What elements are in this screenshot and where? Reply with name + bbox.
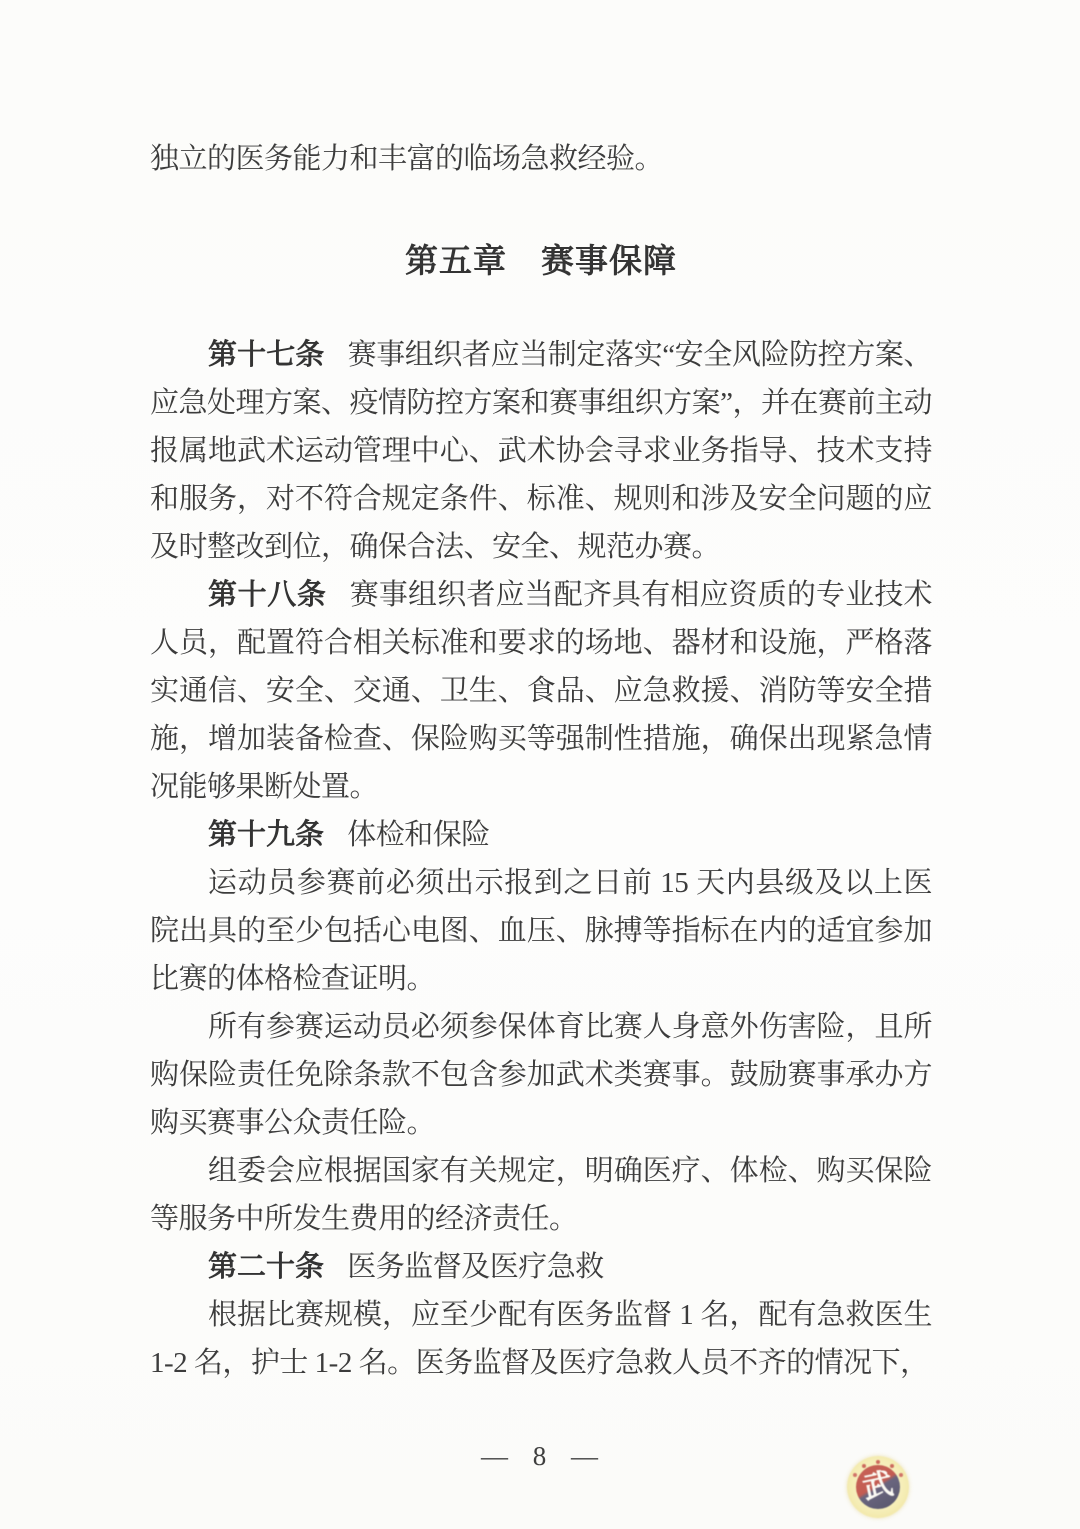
article-text: 医务监督及医疗急救: [347, 1251, 604, 1283]
article-paragraph: [150, 1147, 932, 1243]
seal-character: 武: [859, 1467, 896, 1506]
article-paragraph: [150, 331, 932, 571]
seal-inner-disc: [856, 1465, 900, 1509]
article-paragraph: [150, 859, 932, 1003]
article-paragraph: [150, 811, 932, 859]
article-paragraph: [150, 1243, 932, 1291]
seal-ring-dots: [876, 1460, 880, 1464]
article-label: 第十九条: [208, 819, 325, 851]
page-number-footer: — 8 —: [481, 1441, 599, 1471]
article-text: 运动员参赛前必须出示报到之日前 15 天内县级及以上医院出具的至少包括心电图、血压、脉搏等指标在内的适宜参加比赛的体格检查证明。: [150, 867, 932, 995]
article-label: 第十八条: [208, 579, 327, 611]
chapter-heading: 第五章 赛事保障: [405, 242, 677, 279]
continuation-paragraph: 独立的医务能力和丰富的临场急救经验。: [150, 143, 664, 175]
article-text: 赛事组织者应当配齐具有相应资质的专业技术人员，配置符合相关标准和要求的场地、器材和设施，严格落实通信、安全、交通、卫生、食品、应急救援、消防等安全措施，增加装备检查、保险购买等强制性措施，确保出现紧急情况能够果断处置。: [150, 579, 932, 803]
article-label: 第二十条: [208, 1251, 325, 1283]
wushu-association-seal-icon: [847, 1456, 909, 1518]
article-label: 第十七条: [208, 339, 325, 371]
article-paragraph: [150, 1291, 932, 1387]
article-text: 体检和保险: [347, 819, 490, 851]
article-text: 组委会应根据国家有关规定，明确医疗、体检、购买保险等服务中所发生费用的经济责任。: [150, 1155, 932, 1235]
article-text: 赛事组织者应当制定落实“安全风险防控方案、应急处理方案、疫情防控方案和赛事组织方案”，并在赛前主动报属地武术运动管理中心、武术协会寻求业务指导、技术支持和服务，对不符合规定条件、标准、规则和涉及安全问题的应及时整改到位，确保合法、安全、规范办赛。: [150, 339, 932, 563]
article-paragraph: [150, 1003, 932, 1147]
article-text: 根据比赛规模，应至少配有医务监督 1 名，配有急救医生 1-2 名，护士 1-2 名。医务监督及医疗急救人员不齐的情况下，: [150, 1299, 932, 1379]
page-body: [150, 135, 932, 1387]
article-text: 所有参赛运动员必须参保体育比赛人身意外伤害险，且所购保险责任免除条款不包含参加武术类赛事。鼓励赛事承办方购买赛事公众责任险。: [150, 1011, 932, 1139]
article-paragraph: [150, 571, 932, 811]
